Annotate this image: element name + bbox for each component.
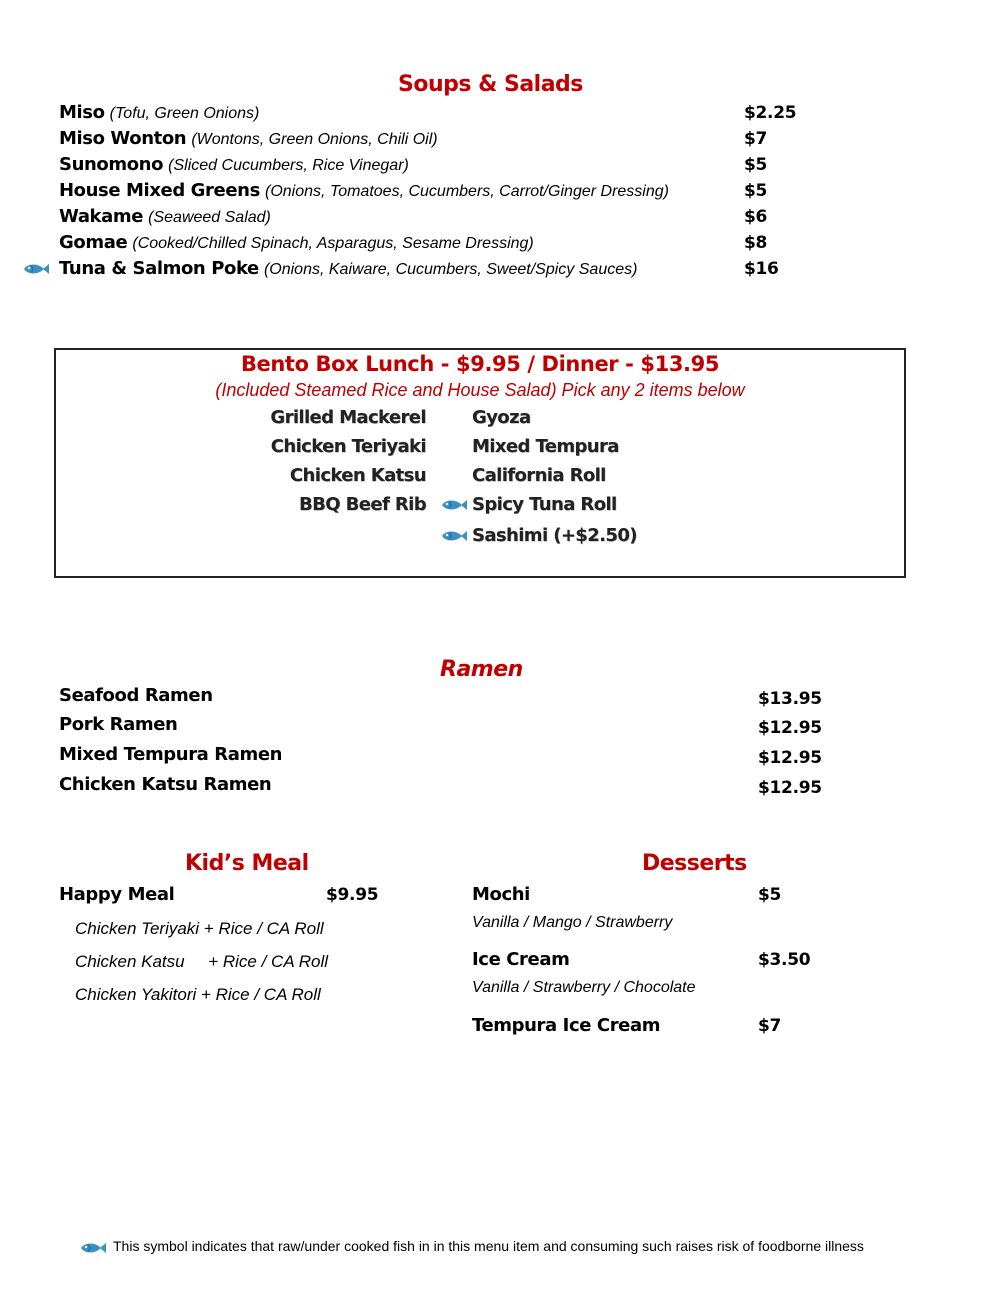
bento-subtitle: (Included Steamed Rice and House Salad) Pick any 2 items below	[215, 380, 745, 400]
item-price: $13.95	[758, 689, 822, 709]
bento-item-sashimi: Sashimi (+$2.50)	[472, 525, 637, 546]
dessert-tempura-ice-cream: Tempura Ice Cream	[472, 1015, 661, 1036]
menu-item-tuna-salmon-poke	[59, 258, 637, 279]
desserts-heading: Desserts	[642, 851, 747, 876]
dessert-flavors: Vanilla / Mango / Strawberry	[472, 914, 673, 931]
item-description: (Onions, Kaiware, Cucumbers, Sweet/Spicy Sauces)	[263, 261, 638, 278]
bento-box-panel	[54, 348, 906, 578]
item-price: $12.95	[758, 718, 822, 738]
item-price: $8	[744, 233, 768, 253]
item-price: $16	[744, 259, 779, 279]
item-price: $12.95	[758, 748, 822, 768]
bento-item-spicy-tuna-roll: Spicy Tuna Roll	[472, 494, 617, 515]
ramen-item-seafood: Seafood Ramen	[59, 685, 213, 706]
happy-meal-name: Happy Meal	[59, 884, 175, 905]
item-price: $5	[744, 181, 768, 201]
bento-item-chicken-teriyaki: Chicken Teriyaki	[270, 436, 426, 457]
bento-item-california-roll: California Roll	[472, 465, 606, 486]
item-description: (Sliced Cucumbers, Rice Vinegar)	[168, 157, 409, 174]
soups-salads-heading: Soups & Salads	[398, 72, 583, 97]
ramen-heading: Ramen	[440, 657, 523, 682]
kids-option-yakitori: Chicken Yakitori + Rice / CA Roll	[75, 985, 321, 1004]
menu-item-sunomono	[59, 154, 409, 175]
item-name: Tuna & Salmon Poke	[59, 258, 259, 279]
bento-item-grilled-mackerel: Grilled Mackerel	[270, 407, 426, 428]
ramen-item-chicken-katsu: Chicken Katsu Ramen	[59, 774, 272, 795]
item-name: Wakame	[59, 206, 144, 227]
kids-option-teriyaki: Chicken Teriyaki + Rice / CA Roll	[75, 919, 324, 938]
item-description: (Onions, Tomatoes, Cucumbers, Carrot/Ginger Dressing)	[264, 183, 669, 200]
item-price: $5	[758, 885, 782, 905]
item-description: (Seaweed Salad)	[148, 209, 271, 226]
menu-item-miso-wonton	[59, 128, 438, 149]
raw-fish-icon	[440, 529, 468, 543]
dessert-ice-cream: Ice Cream	[472, 949, 570, 970]
item-name: Miso Wonton	[59, 128, 187, 149]
item-description: (Tofu, Green Onions)	[109, 105, 260, 122]
bento-title: Bento Box Lunch - $9.95 / Dinner - $13.95	[240, 352, 720, 376]
dessert-mochi: Mochi	[472, 884, 530, 905]
bento-item-bbq-beef-rib: BBQ Beef Rib	[299, 494, 426, 515]
item-price: $3.50	[758, 950, 811, 970]
item-price: $7	[744, 129, 768, 149]
kids-option-katsu: Chicken Katsu + Rice / CA Roll	[75, 952, 329, 971]
item-description: (Cooked/Chilled Spinach, Asparagus, Sesame Dressing)	[132, 235, 534, 252]
ramen-item-pork: Pork Ramen	[59, 714, 178, 735]
item-price: $7	[758, 1016, 782, 1036]
menu-item-miso	[59, 102, 259, 123]
item-name: Gomae	[59, 232, 128, 253]
happy-meal-price: $9.95	[326, 885, 379, 905]
item-price: $6	[744, 207, 768, 227]
item-name: House Mixed Greens	[59, 180, 260, 201]
dessert-flavors: Vanilla / Strawberry / Chocolate	[472, 979, 696, 996]
menu-item-wakame	[59, 206, 271, 227]
item-price: $5	[744, 155, 768, 175]
bento-item-mixed-tempura: Mixed Tempura	[472, 436, 619, 457]
ramen-item-mixed-tempura: Mixed Tempura Ramen	[59, 744, 283, 765]
raw-fish-icon	[79, 1241, 107, 1255]
raw-fish-disclaimer: This symbol indicates that raw/under cooked fish in in this menu item and consuming such raises risk of foodborne illness	[113, 1238, 864, 1254]
menu-item-house-mixed-greens	[59, 180, 669, 201]
kids-meal-heading: Kid’s Meal	[185, 851, 309, 876]
menu-item-gomae	[59, 232, 534, 253]
bento-item-gyoza: Gyoza	[472, 407, 531, 428]
item-name: Sunomono	[59, 154, 164, 175]
raw-fish-icon	[22, 262, 50, 276]
raw-fish-icon	[440, 498, 468, 512]
item-description: (Wontons, Green Onions, Chili Oil)	[191, 131, 438, 148]
item-price: $2.25	[744, 103, 797, 123]
item-price: $12.95	[758, 778, 822, 798]
item-name: Miso	[59, 102, 105, 123]
bento-item-chicken-katsu: Chicken Katsu	[289, 465, 426, 486]
